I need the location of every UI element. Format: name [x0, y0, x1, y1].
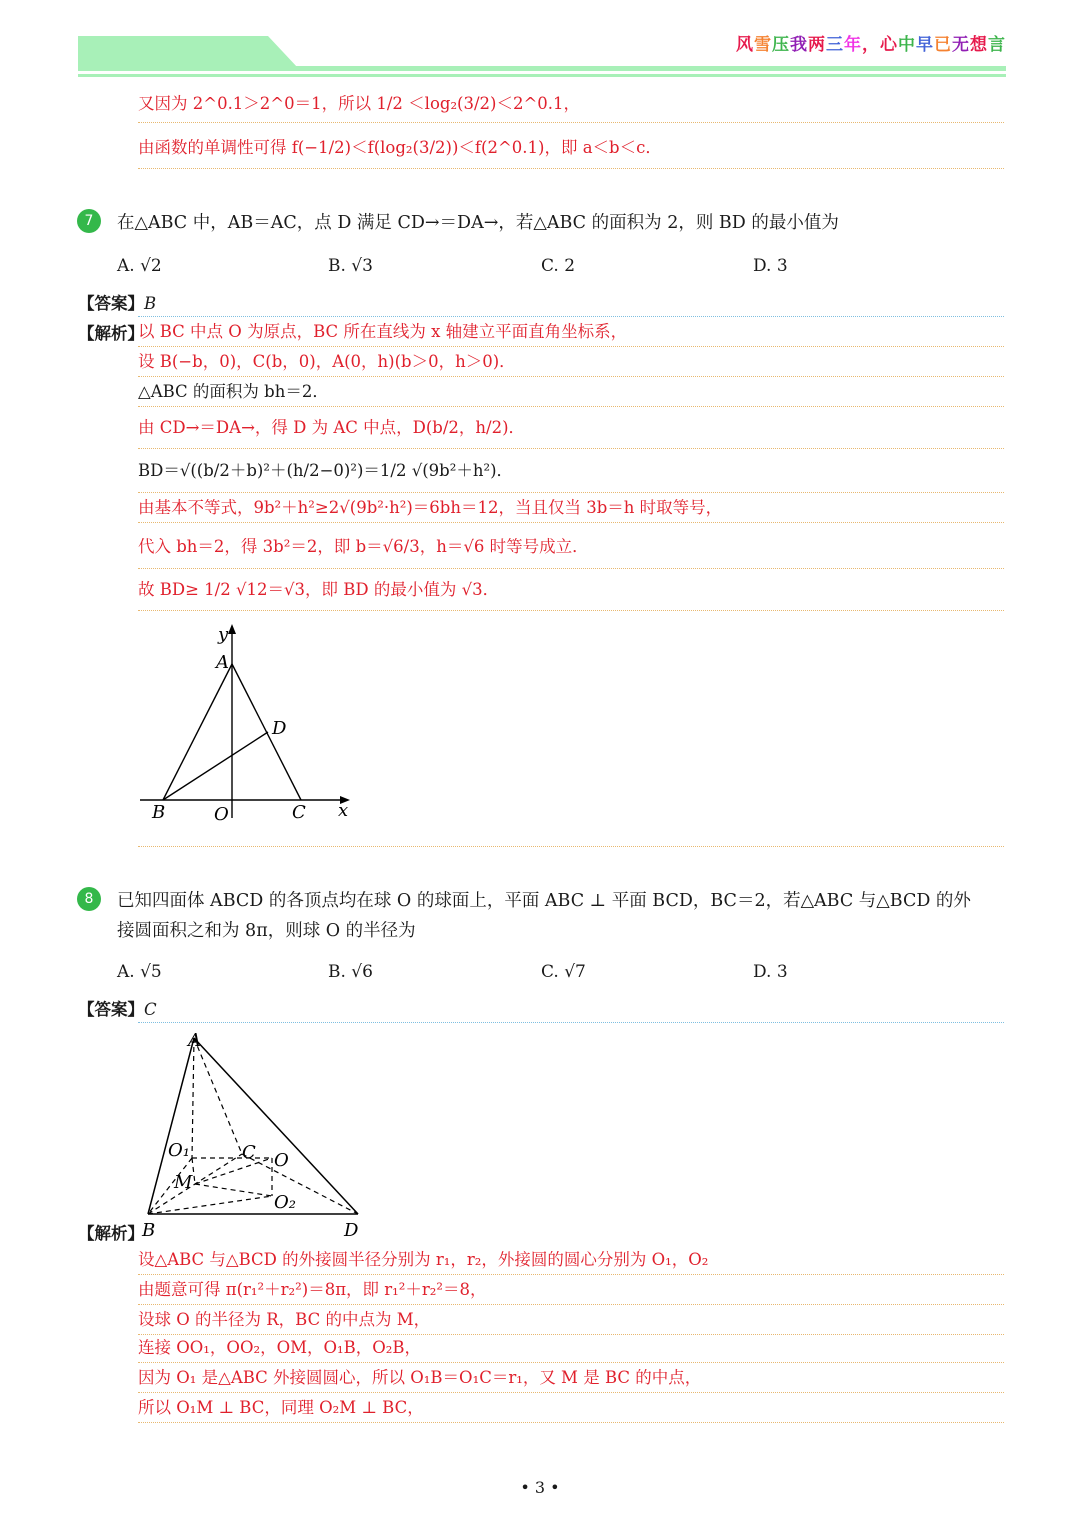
option-b: B. √3	[328, 256, 373, 276]
label-m: M	[174, 1172, 193, 1193]
analysis-label: 【解析】	[78, 324, 144, 343]
label-o2: O₂	[274, 1192, 296, 1213]
label-x: x	[338, 800, 349, 821]
answer-rule	[138, 290, 1004, 317]
analysis-line: 由题意可得 π(r₁²＋r₂²)＝8π，即 r₁²＋r₂²＝8，	[138, 1276, 1004, 1305]
analysis-line: 代入 bh＝2，得 3b²＝2，即 b＝√6/3，h＝√6 时等号成立．	[138, 526, 1004, 569]
edge-cd	[242, 1154, 358, 1214]
label-o: O	[214, 804, 229, 825]
option-a: A. √5	[117, 962, 162, 982]
motto-char: 风	[736, 35, 754, 55]
label-a: A	[216, 652, 229, 673]
option-a: A. √2	[117, 256, 162, 276]
motto-char: 早	[916, 35, 934, 55]
option-d: D. 3	[753, 962, 788, 982]
triangle-coordinate-figure	[130, 618, 370, 828]
motto-char: 我	[790, 35, 808, 55]
edge-ac	[194, 1038, 242, 1154]
label-d: D	[344, 1220, 359, 1241]
analysis-line: BD＝√((b/2＋b)²＋(h/2−0)²)＝1/2 √(9b²＋h²)．	[138, 450, 1004, 493]
question-stem-line2: 接圆面积之和为 8π，则球 O 的半径为	[117, 921, 416, 941]
header-rule-thin	[78, 74, 1006, 77]
analysis-line: △ABC 的面积为 bh＝2．	[138, 378, 1004, 407]
side-ab	[163, 664, 232, 800]
segment-mo2	[195, 1184, 272, 1196]
answer-value: C	[144, 1000, 157, 1019]
question-stem-line1: 已知四面体 ABCD 的各顶点均在球 O 的球面上，平面 ABC ⊥ 平面 BCD，BC＝2，若△ABC 与△BCD 的外	[117, 891, 971, 911]
question-stem: 在△ABC 中，AB＝AC，点 D 满足 CD→＝DA→，若△ABC 的面积为 2，则 BD 的最小值为	[117, 213, 839, 233]
y-axis-arrow	[228, 624, 236, 634]
analysis-line: 所以 O₁M ⊥ BC，同理 O₂M ⊥ BC，	[138, 1394, 1004, 1423]
header-motto	[736, 30, 1006, 55]
tetrahedron-figure	[130, 1026, 380, 1244]
label-b: B	[142, 1220, 156, 1241]
analysis-line: 设球 O 的半径为 R，BC 的中点为 M，	[138, 1306, 1004, 1335]
header-band	[78, 36, 298, 68]
solution-line: 由函数的单调性可得 f(−1/2)＜f(log₂(3/2))＜f(2^0.1)，即 a＜b＜c．	[138, 128, 1004, 169]
motto-char: 压	[772, 35, 790, 55]
side-ac	[232, 664, 301, 800]
label-d: D	[272, 718, 287, 739]
figure-rule	[138, 818, 1004, 847]
motto-char: 言	[988, 35, 1006, 55]
option-d: D. 3	[753, 256, 788, 276]
motto-char: ，	[862, 35, 880, 55]
label-a: A	[188, 1030, 201, 1051]
label-c: C	[242, 1142, 256, 1163]
question-number-badge: 8	[77, 887, 101, 911]
analysis-line: 故 BD≥ 1/2 √12＝√3，即 BD 的最小值为 √3．	[138, 570, 1004, 611]
option-c: C. √7	[541, 962, 586, 982]
motto-char: 无	[952, 35, 970, 55]
segment-o2b	[148, 1196, 272, 1214]
answer-label: 【答案】B	[78, 294, 157, 313]
segment-o1m	[192, 1158, 195, 1184]
segment-bd	[163, 732, 268, 800]
answer-value: B	[144, 294, 157, 313]
label-o1: O₁	[168, 1140, 190, 1161]
answer-label: 【答案】C	[78, 1000, 157, 1019]
analysis-line: 连接 OO₁，OO₂，OM，O₁B，O₂B，	[138, 1334, 1004, 1363]
analysis-line: 设△ABC 与△BCD 的外接圆半径分别为 r₁，r₂，外接圆的圆心分别为 O₁，O₂	[138, 1246, 1004, 1275]
analysis-line: 由 CD→＝DA→，得 D 为 AC 中点，D(b/2，h/2)．	[138, 408, 1004, 449]
motto-char: 想	[970, 35, 988, 55]
analysis-line: 由基本不等式，9b²＋h²≥2√(9b²·h²)＝6bh＝12，当且仅当 3b＝h 时取等号，	[138, 494, 1004, 523]
analysis-line: 以 BC 中点 O 为原点，BC 所在直线为 x 轴建立平面直角坐标系，	[138, 318, 1004, 347]
page-number: • 3 •	[520, 1478, 560, 1497]
motto-char: 三	[826, 35, 844, 55]
label-o: O	[274, 1150, 289, 1171]
label-y: y	[218, 624, 229, 645]
motto-char: 已	[934, 35, 952, 55]
analysis-line: 设 B(−b，0)，C(b，0)，A(0，h)(b＞0，h＞0)．	[138, 348, 1004, 377]
segment-a-o1	[192, 1038, 194, 1158]
label-c: C	[292, 802, 306, 823]
motto-char: 年	[844, 35, 862, 55]
motto-char: 雪	[754, 35, 772, 55]
motto-char: 心	[880, 35, 898, 55]
option-c: C. 2	[541, 256, 576, 276]
segment-om	[195, 1158, 272, 1184]
motto-char: 中	[898, 35, 916, 55]
analysis-line: 因为 O₁ 是△ABC 外接圆圆心，所以 O₁B＝O₁C＝r₁，又 M 是 BC 的中点，	[138, 1364, 1004, 1393]
header-rule	[78, 66, 1006, 71]
solution-line: 又因为 2^0.1＞2^0＝1，所以 1/2 ＜log₂(3/2)＜2^0.1，	[138, 86, 1004, 123]
analysis-label: 【解析】	[78, 1224, 144, 1243]
motto-char: 两	[808, 35, 826, 55]
question-number-badge: 7	[77, 209, 101, 233]
answer-rule	[138, 996, 1004, 1023]
edge-ad	[194, 1038, 358, 1214]
label-b: B	[152, 802, 166, 823]
option-b: B. √6	[328, 962, 373, 982]
